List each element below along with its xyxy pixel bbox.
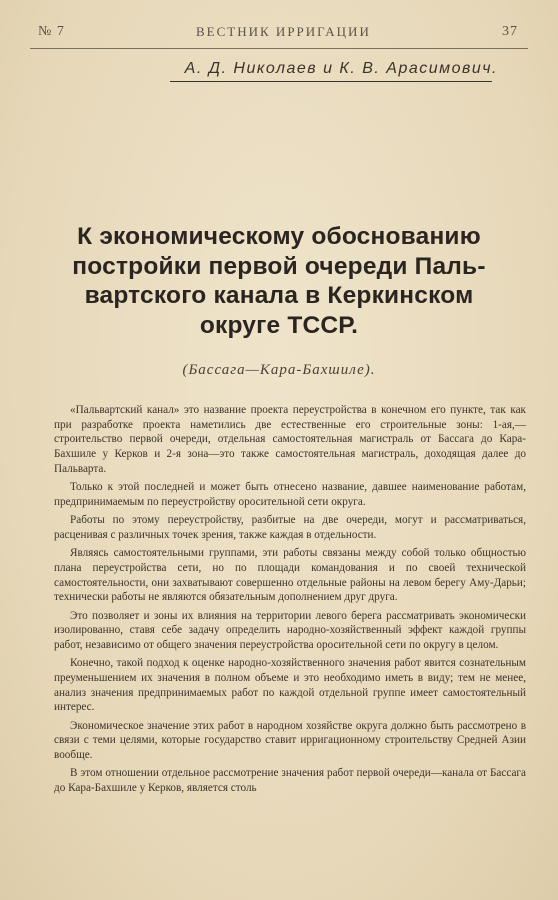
running-header (38, 22, 518, 42)
title-line: постройки первой очереди Паль- (72, 252, 486, 280)
article-body (54, 403, 526, 796)
journal-name: ВЕСТНИК ИРРИГАЦИИ (196, 24, 371, 39)
paragraph: Являясь самостоятельными группами, эти работы связаны между собой только общностью плана переустройства сети, но по площади командования и по своей технической самостоятельности, они захватывают совершенно отдельные районы на левом берегу Аму-Дарьи; технически работы не являются обязательным дополнением друг друга. (54, 547, 526, 604)
paragraph: В этом отношении отдельное рассмотрение значения работ первой очереди—канала от Бассага до Кара-Бахшиле у Керков, является столь (54, 767, 526, 795)
header-rule (30, 48, 528, 49)
paragraph: «Пальвартский канал» это название проекта переустройства в конечном его пункте, так как при разработке проекта наметились две естественные его строительные зоны: 1-ая,—строительство первой очереди, отдельная самостоятельная магистраль от Бассага до Кара-Бахшиле у Керков и 2-я зона—это также самостоятельная магистраль, доходящая далее до Пальварта. (54, 404, 526, 475)
paragraph: Только к этой последней и может быть отнесено название, давшее наименование работам, предпринимаемым по переустройству оросительной сети округа. (54, 481, 526, 508)
title-line: вартского канала в Керкинском (84, 282, 474, 309)
authors-underline (170, 81, 492, 82)
page-number: 37 (501, 24, 518, 39)
paragraph: Это позволяет и зоны их влияния на территории левого берега рассматривать экономически изолированно, ставя себе задачу определить народно-хозяйственный эффект каждой группы работ, независимо от общего значения переустройства оросительной сети по округу в целом. (54, 609, 526, 651)
paragraph: Экономическое значение этих работ в народном хозяйстве округа должно быть рассмотрено в связи с теми целями, которые государство ставит ирригационному строительству Средней Азии вообще. (54, 719, 526, 762)
article-subtitle: (Бассага—Кара-Бахшиле). (182, 362, 376, 378)
article-authors: А. Д. Николаев и К. В. Арасимович. (184, 60, 498, 77)
title-line: К экономическому обоснованию (77, 223, 481, 250)
issue-number: № 7 (38, 24, 65, 39)
paragraph: Работы по этому переустройству, разбитые на две очереди, могут и рассматриваться, расценивая с различных точек зрения, также каждая в отдельности. (54, 514, 526, 541)
article-title (30, 222, 528, 340)
paragraph: Конечно, такой подход к оценке народно-хозяйственного значения работ явится сознательным преуменьшением их значения в полном объеме и это необходимо иметь в виду; тем не менее, анализ значения предпринимаемых работ по каждой отдельной группе имеет самостоятельный интерес. (54, 657, 526, 714)
title-line: округе ТССР. (199, 311, 359, 339)
